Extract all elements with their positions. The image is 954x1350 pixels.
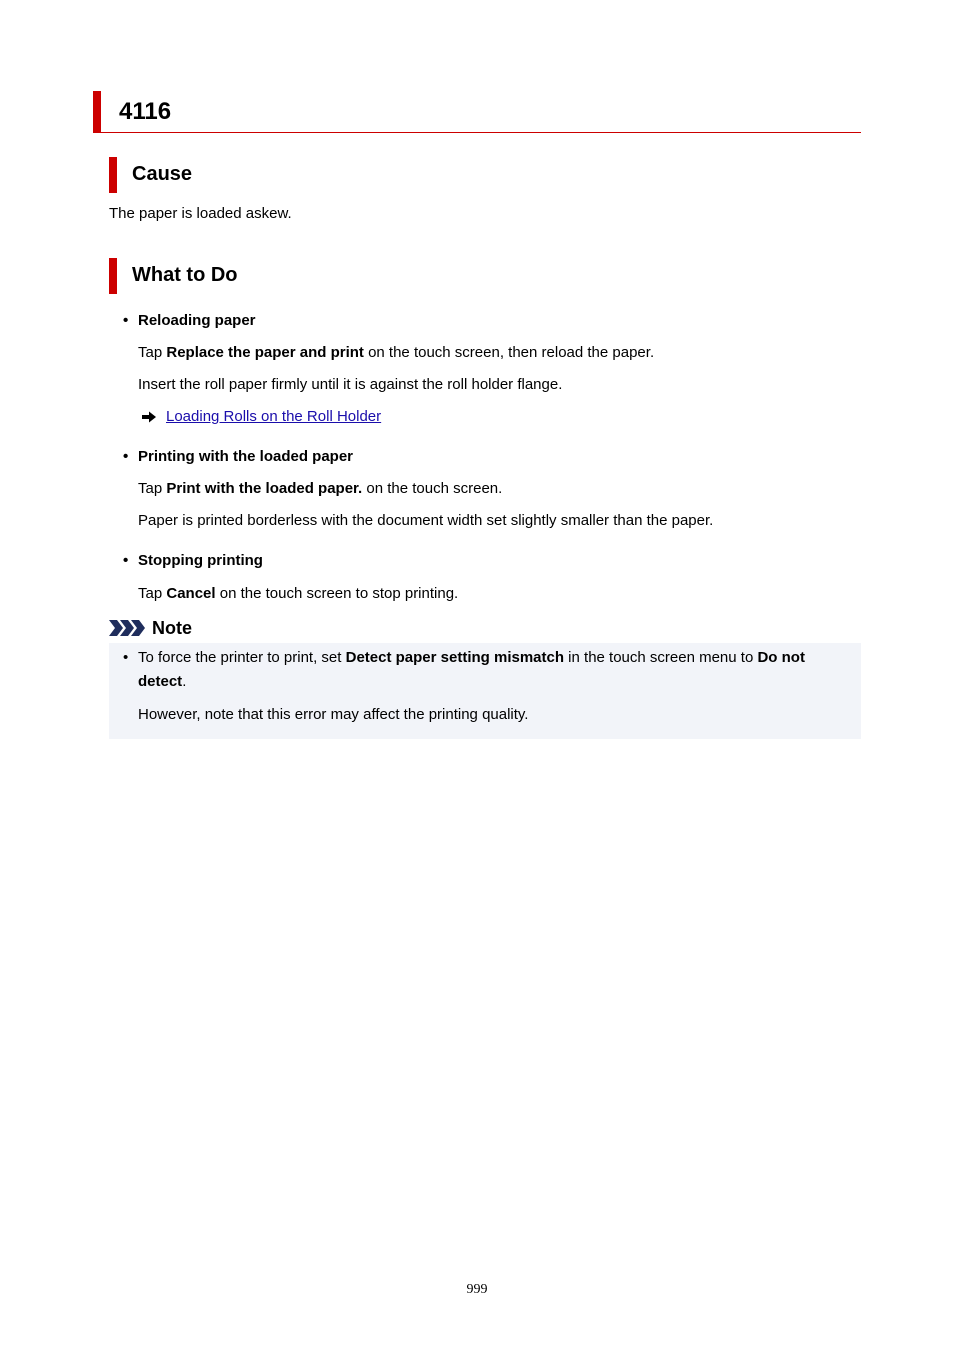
text-run: on the touch screen, then reload the paper. — [363, 344, 655, 361]
what-to-do-heading — [109, 258, 709, 294]
cause-heading — [109, 157, 709, 193]
item-printing-line2: Paper is printed borderless with the document width set slightly smaller than the paper. — [138, 512, 714, 529]
item-reloading-title: Reloading paper — [138, 312, 256, 329]
note-line2 — [138, 673, 186, 691]
item-printing-title: Printing with the loaded paper — [138, 448, 354, 465]
ui-term: Detect paper setting mismatch — [345, 649, 565, 666]
text-run: in the touch screen menu to — [564, 649, 758, 666]
item-reloading-line1 — [138, 344, 654, 362]
text-run: . — [182, 673, 187, 690]
page-title — [93, 91, 861, 133]
what-to-do-heading-text: What to Do — [132, 264, 238, 286]
cause-heading-text: Cause — [132, 163, 193, 185]
note-line1 — [138, 649, 805, 667]
item-stopping-line1 — [138, 585, 458, 603]
text-run: Tap — [138, 585, 167, 602]
note-heading-text: Note — [152, 618, 192, 638]
arrow-right-icon — [141, 410, 157, 424]
text-run: on the touch screen. — [362, 480, 503, 497]
ui-term: Replace the paper and print — [166, 344, 364, 361]
text-run: Tap — [138, 480, 167, 497]
item-reloading-line2: Insert the roll paper firmly until it is against the roll holder flange. — [138, 376, 563, 393]
bullet-dot: • — [123, 312, 129, 329]
item-stopping-title: Stopping printing — [138, 552, 263, 569]
text-run: on the touch screen to stop printing. — [215, 585, 459, 602]
bullet-dot: • — [123, 448, 129, 465]
cause-text: The paper is loaded askew. — [109, 205, 292, 222]
item-printing-line1 — [138, 480, 502, 498]
text-run: Tap — [138, 344, 167, 361]
bullet-dot: • — [123, 552, 129, 569]
loading-rolls-link[interactable]: Loading Rolls on the Roll Holder — [166, 408, 382, 425]
page-number: 999 — [466, 1282, 488, 1297]
note-chevrons-icon — [109, 619, 149, 637]
ui-term: Print with the loaded paper. — [166, 480, 363, 497]
page-title-text: 4116 — [119, 98, 172, 125]
ui-term: Do not — [757, 649, 805, 666]
note-line3: However, note that this error may affect the printing quality. — [138, 706, 529, 723]
text-run: To force the printer to print, set — [138, 649, 346, 666]
bullet-dot: • — [123, 649, 129, 666]
ui-term: Cancel — [166, 585, 216, 602]
ui-term: detect — [138, 673, 183, 690]
